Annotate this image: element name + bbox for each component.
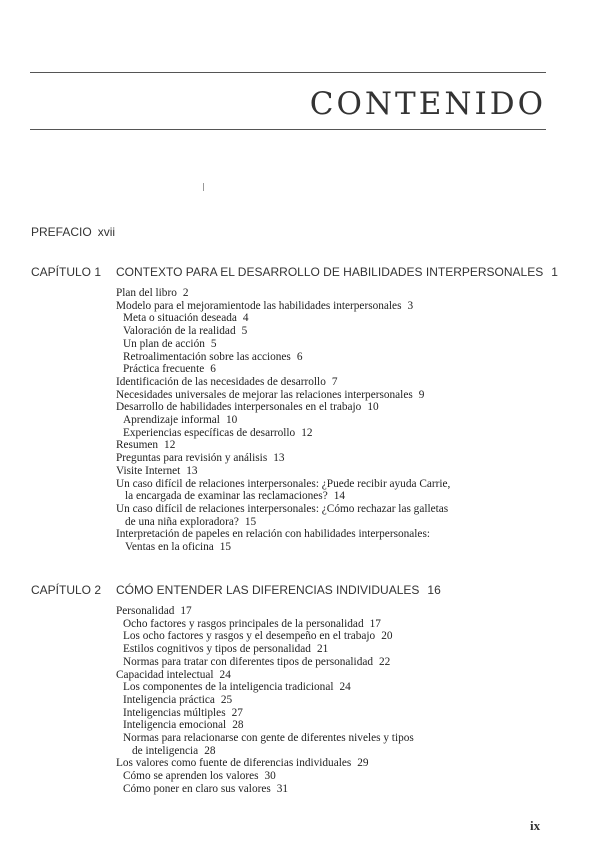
toc-entry: [116, 312, 560, 325]
toc-entry-text: Normas para relacionarse con gente de diferentes niveles y tipos: [123, 732, 414, 745]
chapter-2-section: [31, 583, 560, 796]
page-title: CONTENIDO: [309, 86, 546, 122]
toc-entry-text: Inteligencia práctica: [123, 693, 215, 706]
toc-entry-page: 28: [204, 744, 216, 757]
toc-entry-page: 13: [273, 452, 285, 465]
chapter-title: [116, 265, 558, 279]
toc-entry-page: 14: [333, 490, 346, 503]
toc-entry-page: 20: [381, 630, 393, 643]
toc-entry-text: Identificación de las necesidades de desarrollo: [116, 375, 326, 388]
toc-entry-text: Valoración de la realidad: [123, 325, 236, 338]
toc-entry-page: 9: [418, 388, 425, 401]
toc-entry: [116, 465, 560, 478]
toc-entry: [116, 694, 560, 707]
toc-entry-page: 13: [186, 464, 198, 477]
toc-entry: [116, 757, 560, 770]
toc-entry-page: 28: [232, 719, 244, 732]
toc-entry-text: Inteligencias múltiples: [123, 706, 226, 719]
toc-entry: [116, 643, 560, 656]
toc-entry: [116, 439, 560, 452]
toc-entry-text: Resumen: [116, 439, 159, 452]
top-rule: [30, 72, 546, 73]
toc-entry-text: Cómo poner en claro sus valores: [123, 782, 271, 795]
toc-entry-text: Un plan de acción: [123, 337, 205, 350]
page-number: ix: [530, 818, 541, 833]
toc-entry-text: Ocho factores y rasgos principales de la personalidad: [123, 617, 364, 630]
toc-entry-page: 29: [357, 757, 369, 770]
toc-entry-page: 5: [210, 337, 217, 350]
toc-entry: [116, 376, 560, 389]
toc-entry-page: 6: [296, 350, 303, 363]
toc-entry-text: Plan del libro: [116, 287, 177, 299]
toc-entry: [116, 528, 560, 541]
toc-entry: [116, 427, 560, 440]
toc-entry-page: 15: [219, 541, 232, 554]
toc-entry-page: 2: [182, 287, 189, 299]
toc-entry-page: 10: [225, 414, 238, 427]
toc-entry-page: 21: [316, 643, 329, 656]
toc-entry-page: 24: [339, 681, 351, 694]
toc-entry: [116, 414, 560, 427]
toc-entry: [116, 401, 560, 414]
stray-mark: [203, 183, 204, 191]
toc-entry: [116, 490, 560, 503]
toc-entry-text: Capacidad intelectual: [116, 668, 214, 681]
toc-entry: [116, 478, 560, 491]
toc-entry: [116, 656, 560, 669]
toc-entry-text: de inteligencia: [132, 744, 199, 757]
chapter-page: 16: [427, 583, 441, 597]
toc-entry-text: Experiencias específicas de desarrollo: [123, 426, 296, 439]
prefacio-page: xvii: [97, 225, 116, 239]
toc-entry: [116, 389, 560, 402]
toc-entry-page: 22: [379, 655, 391, 668]
toc-entry: [116, 707, 560, 720]
toc-entry: [116, 770, 560, 783]
toc-entry-page: 17: [180, 605, 192, 617]
toc-entry: [116, 783, 560, 796]
toc-entry-text: de una niña exploradora?: [125, 515, 239, 528]
toc-entry: [116, 351, 560, 364]
toc-entry-text: Meta o situación deseada: [123, 312, 237, 325]
toc-entry: [116, 503, 560, 516]
toc-entry-page: 10: [367, 401, 379, 414]
toc-entry-text: Interpretación de papeles en relación con habilidades interpersonales:: [116, 528, 430, 541]
title-rule: [30, 129, 546, 130]
toc-entry-text: Estilos cognitivos y tipos de personalidad: [123, 643, 311, 656]
toc-entry-page: 6: [210, 363, 216, 376]
toc-entry: [116, 287, 560, 300]
toc-entry-text: Desarrollo de habilidades interpersonales en el trabajo: [116, 401, 362, 414]
toc-entry-page: 4: [242, 312, 249, 325]
toc-entry-text: Normas para tratar con diferentes tipos de personalidad: [123, 655, 374, 668]
toc-entry: [116, 732, 560, 745]
toc-entry-page: 5: [241, 325, 248, 338]
toc-entry: [116, 452, 560, 465]
toc-entry: [116, 338, 560, 351]
toc-entry-page: 12: [301, 426, 313, 439]
chapter-title-text: CONTEXTO PARA EL DESARROLLO DE HABILIDADES INTERPERSONALES: [116, 265, 544, 279]
toc-entry: [116, 719, 560, 732]
toc-entry-text: la encargada de examinar las reclamaciones?: [125, 490, 328, 503]
prefacio-label: PREFACIO: [31, 225, 92, 239]
toc-entry: [116, 325, 560, 338]
toc-entry: [116, 363, 560, 376]
toc-entry-text: Los valores como fuente de diferencias individuales: [116, 757, 352, 770]
chapter-page: 1: [551, 265, 558, 279]
toc-entry-page: 31: [276, 782, 289, 795]
toc-entry-text: Inteligencia emocional: [123, 719, 227, 732]
chapter-label: CAPÍTULO 1: [31, 265, 102, 279]
toc-entry: [116, 669, 560, 682]
toc-entry-text: Visite Internet: [116, 464, 181, 477]
toc-entry: [116, 541, 560, 554]
toc-entry-page: 3: [407, 299, 414, 312]
toc-entry-text: Los componentes de la inteligencia tradicional: [123, 681, 334, 694]
toc-entry-page: 27: [231, 706, 243, 719]
prefacio-entry: [31, 225, 115, 239]
toc-entry-page: 12: [164, 439, 176, 452]
toc-entry-text: Modelo para el mejoramientode las habilidades interpersonales: [116, 299, 402, 312]
chapter-1-section: [31, 265, 560, 554]
toc-entry-text: Personalidad: [116, 605, 175, 617]
toc-entry-page: 7: [331, 375, 338, 388]
toc-entry-page: 15: [244, 515, 257, 528]
toc-entry-text: Necesidades universales de mejorar las relaciones interpersonales: [116, 388, 413, 401]
toc-entry: [116, 681, 560, 694]
toc-entry-text: Preguntas para revisión y análisis: [116, 452, 268, 465]
toc-entry: [116, 516, 560, 529]
toc-entry-page: 25: [220, 693, 233, 706]
chapter-title: [116, 583, 441, 597]
toc-entry-text: Ventas en la oficina: [125, 541, 214, 554]
toc-entry-text: Un caso difícil de relaciones interpersonales: ¿Puede recibir ayuda Carrie,: [116, 477, 451, 490]
toc-entry: [116, 300, 560, 313]
toc-entry-text: Aprendizaje informal: [123, 414, 220, 427]
toc-entry-page: 17: [369, 617, 381, 630]
toc-entry-text: Los ocho factores y rasgos y el desempeño en el trabajo: [123, 630, 376, 643]
toc-entry-page: 30: [264, 770, 276, 783]
chapter-title-text: CÓMO ENTENDER LAS DIFERENCIAS INDIVIDUALES: [116, 583, 420, 597]
toc-entry: [116, 605, 560, 618]
chapter-entries: [116, 287, 560, 554]
toc-entry: [116, 618, 560, 631]
chapter-entries: [116, 605, 560, 796]
toc-entry: [116, 630, 560, 643]
toc-entry-text: Cómo se aprenden los valores: [123, 770, 259, 783]
toc-entry: [116, 745, 560, 758]
toc-entry-page: 24: [219, 668, 231, 681]
toc-entry-text: Práctica frecuente: [123, 363, 205, 376]
toc-entry-text: Retroalimentación sobre las acciones: [123, 350, 291, 363]
chapter-label: CAPÍTULO 2: [31, 583, 102, 597]
toc-entry-text: Un caso difícil de relaciones interpersonales: ¿Cómo rechazar las galletas: [116, 502, 449, 515]
